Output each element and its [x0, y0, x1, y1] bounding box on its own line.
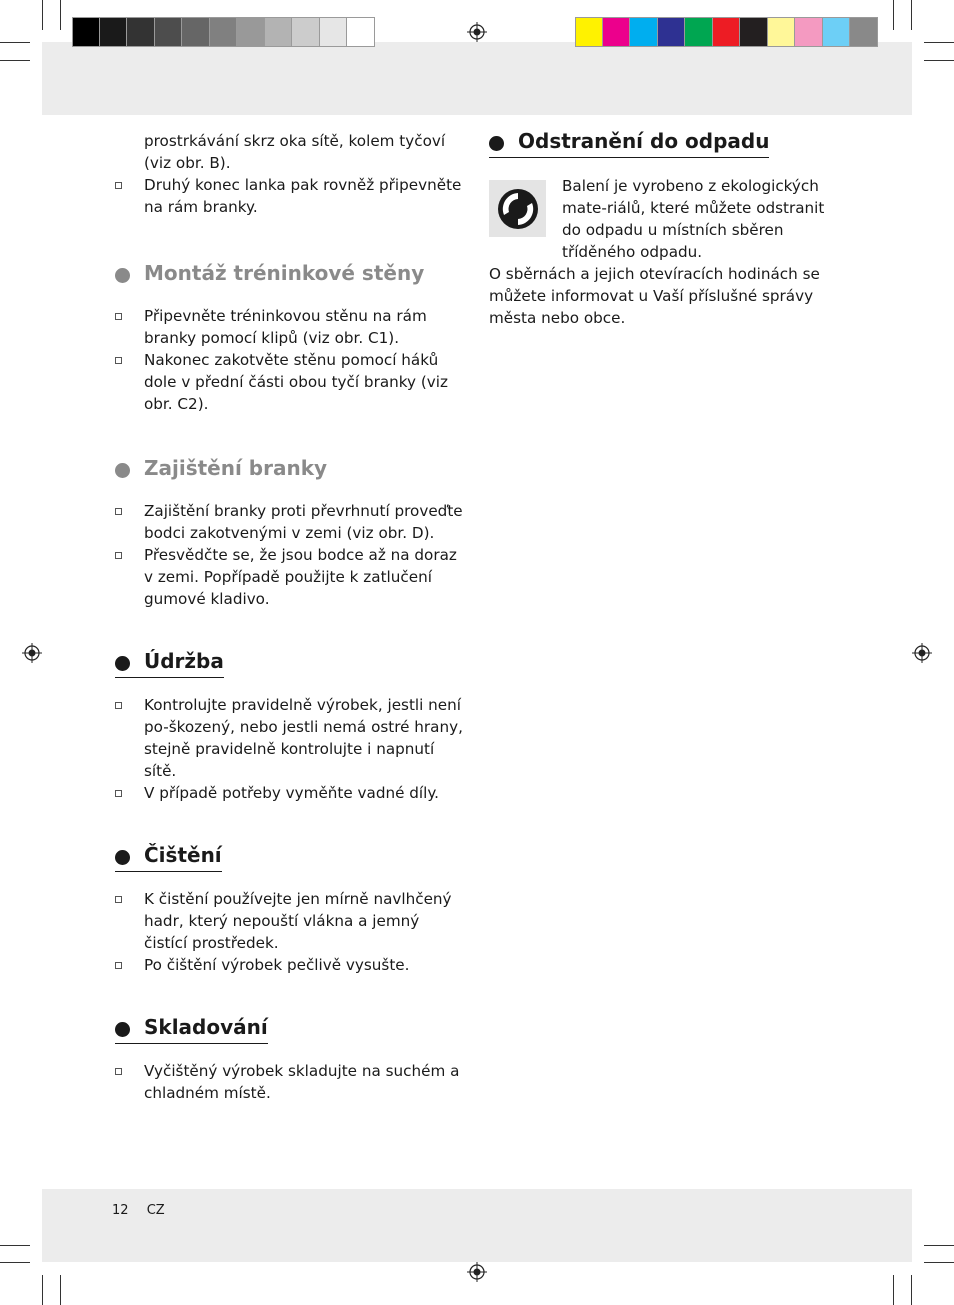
intro-list	[115, 174, 465, 218]
checkbox-bullet-icon	[115, 702, 122, 709]
color-swatch	[740, 17, 768, 47]
checkbox-bullet-icon	[115, 357, 122, 364]
checkbox-bullet-icon	[115, 313, 122, 320]
color-swatch	[768, 17, 796, 47]
color-swatch	[630, 17, 658, 47]
list-item: Připevněte tréninkovou stěnu na rám branky pomocí klipů (viz obr. C1).	[115, 305, 465, 349]
header-band	[42, 42, 912, 115]
color-swatch	[795, 17, 823, 47]
right-column	[489, 128, 849, 327]
green-dot-recycling-icon	[497, 188, 539, 230]
color-swatch	[72, 17, 100, 47]
color-swatch	[823, 17, 851, 47]
list-item: Druhý konec lanka pak rovněž připevněte na rám branky.	[115, 174, 465, 218]
color-swatch	[603, 17, 631, 47]
checkbox-bullet-icon	[115, 182, 122, 189]
language-code: CZ	[146, 1203, 165, 1218]
color-swatch	[320, 17, 348, 47]
section-cisteni	[115, 842, 465, 976]
section-udrzba	[115, 648, 465, 804]
crop-mark	[0, 1262, 30, 1263]
section-heading: Montáž tréninkové stěny	[115, 260, 424, 289]
color-swatch	[713, 17, 741, 47]
packaging-text: Balení je vyrobeno z ekologických mate-riálů, které můžete odstranit do odpadu u místních sběren tříděného odpadu.	[562, 177, 825, 261]
footer-band	[42, 1189, 912, 1262]
section-heading: Čištění	[115, 842, 222, 872]
crop-mark	[60, 1275, 61, 1305]
crop-mark	[42, 1275, 43, 1305]
disposal-heading: Odstranění do odpadu	[489, 128, 769, 158]
color-swatch	[237, 17, 265, 47]
section-zajisteni	[115, 455, 465, 610]
section-heading: Zajištění branky	[115, 455, 327, 484]
crop-mark	[924, 1262, 954, 1263]
crop-mark	[42, 0, 43, 30]
bullet-dot-icon	[115, 656, 130, 671]
left-column	[115, 130, 465, 1104]
list-item: K čistění používejte jen mírně navlhčený hadr, který nepouští vlákna a jemný čistící prostředek.	[115, 888, 465, 954]
color-swatch	[210, 17, 238, 47]
color-swatch	[575, 17, 603, 47]
color-swatch	[265, 17, 293, 47]
checkbox-bullet-icon	[115, 790, 122, 797]
color-swatch	[658, 17, 686, 47]
crop-mark	[924, 1245, 954, 1246]
intro-continuation: prostrkávání skrz oka sítě, kolem tyčoví (viz obr. B).	[144, 132, 446, 172]
page-number: 12	[112, 1203, 129, 1218]
section-list	[115, 1060, 465, 1104]
registration-mark-icon	[467, 1262, 487, 1282]
color-swatch	[685, 17, 713, 47]
recycling-logo	[489, 180, 546, 237]
color-swatch	[127, 17, 155, 47]
list-item: Přesvědčte se, že jsou bodce až na doraz v zemi. Popřípadě použijte k zatlučení gumové kladivo.	[115, 544, 465, 610]
crop-mark	[0, 42, 30, 43]
bullet-dot-icon	[115, 463, 130, 478]
section-heading: Údržba	[115, 648, 224, 678]
crop-mark	[0, 60, 30, 61]
section-list	[115, 305, 465, 415]
color-swatch	[100, 17, 128, 47]
collection-info-text: O sběrnách a jejich otevíracích hodinách se můžete informovat u Vaší příslušné správy města nebo obce.	[489, 265, 820, 327]
section-list	[115, 500, 465, 610]
list-item: Zajištění branky proti převrhnutí proveďte bodci zakotvenými v zemi (viz obr. D).	[115, 500, 465, 544]
crop-mark	[911, 0, 912, 30]
list-item: V případě potřeby vyměňte vadné díly.	[115, 782, 465, 804]
checkbox-bullet-icon	[115, 1068, 122, 1075]
section-heading: Skladování	[115, 1014, 268, 1044]
crop-mark	[893, 0, 894, 30]
registration-mark-icon	[22, 643, 42, 663]
registration-mark-icon	[912, 643, 932, 663]
crop-mark	[924, 42, 954, 43]
bullet-dot-icon	[489, 136, 504, 151]
list-item: Nakonec zakotvěte stěnu pomocí háků dole v přední části obou tyčí branky (viz obr. C2).	[115, 349, 465, 415]
crop-mark	[924, 60, 954, 61]
page-footer	[112, 1203, 179, 1219]
section-montaz	[115, 260, 465, 415]
color-swatch	[155, 17, 183, 47]
bullet-dot-icon	[115, 850, 130, 865]
section-list	[115, 694, 465, 804]
color-swatch	[347, 17, 375, 47]
checkbox-bullet-icon	[115, 962, 122, 969]
crop-mark	[60, 0, 61, 30]
bullet-dot-icon	[115, 1022, 130, 1037]
color-swatch	[292, 17, 320, 47]
checkbox-bullet-icon	[115, 508, 122, 515]
registration-mark-icon	[467, 22, 487, 42]
list-item: Po čištění výrobek pečlivě vysušte.	[115, 954, 465, 976]
crop-mark	[911, 1275, 912, 1305]
grayscale-color-bar	[72, 17, 375, 47]
section-skladovani	[115, 1014, 465, 1104]
list-item: Vyčištěný výrobek skladujte na suchém a chladném místě.	[115, 1060, 465, 1104]
list-item: Kontrolujte pravidelně výrobek, jestli není po-škozený, nebo jestli nemá ostré hrany, stejně pravidelně kontrolujte i napnutí sítě.	[115, 694, 465, 782]
crop-mark	[893, 1275, 894, 1305]
checkbox-bullet-icon	[115, 896, 122, 903]
color-swatch	[182, 17, 210, 47]
crop-mark	[0, 1245, 30, 1246]
section-list	[115, 888, 465, 976]
checkbox-bullet-icon	[115, 552, 122, 559]
cmyk-color-bar	[575, 17, 878, 47]
color-swatch	[850, 17, 878, 47]
bullet-dot-icon	[115, 268, 130, 283]
